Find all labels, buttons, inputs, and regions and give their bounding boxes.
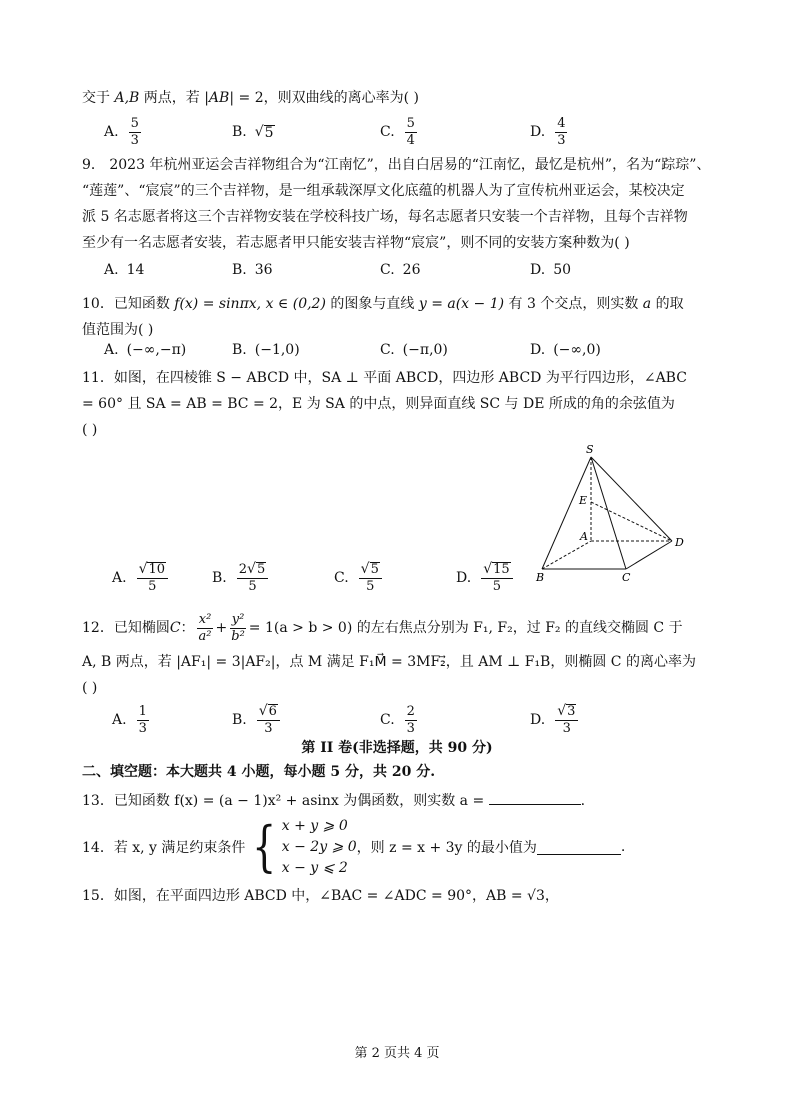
denominator: 3 [130,132,139,148]
denominator: 3 [264,721,273,736]
option-label: B. [232,712,247,728]
q9-line-3: 派 5 名志愿者将这三个吉祥物安装在学校科技广场，每名志愿者只安装一个吉祥物，且每个吉祥物 [82,209,688,225]
q9-option-a[interactable] [104,252,144,288]
option-label: D. [530,262,546,278]
option-value: (−∞,−π) [126,342,187,358]
option-value: 36 [254,262,273,278]
q14-text-b: ，则 z = x + 3y 的最小值为 [356,840,537,856]
option-value: 14 [126,262,145,278]
radicand: 5 [264,124,274,141]
q9-line-1: 9． 2023 年杭州亚运会吉祥物组合为“江南忆”，出自白居易的“江南忆，最忆是杭州”，名为“踪琮”、 [82,157,711,173]
option-label: D. [530,124,546,140]
q9-options [0,252,794,288]
option-value: (−π,0) [402,342,448,358]
q10-text-d: 的取 [651,296,684,312]
sqrt-icon: √ [557,703,567,719]
q12-colon: ： [180,620,195,636]
radicand: 3 [567,704,576,719]
sqrt-icon: √ [254,123,264,140]
fraction [359,562,382,594]
q11-options [0,560,794,596]
q8-option-d[interactable] [530,114,569,150]
square-root [557,704,576,719]
option-label: C. [334,570,349,586]
q10-line-1 [82,294,684,314]
sqrt-icon: √ [247,561,256,577]
radicand: 15 [493,562,510,577]
edge-sc [591,457,626,569]
sqrt-icon: √ [483,561,493,577]
q13-period: . [580,793,586,809]
q12-option-c[interactable] [380,702,419,738]
q14-period: . [620,839,626,855]
fraction-y [229,613,247,644]
numerator: 5 [406,115,415,131]
radicand: 6 [268,704,277,719]
q8-options [0,114,794,150]
numerator [359,562,382,579]
option-label: B. [232,262,247,278]
constraint-1: x + y ⩾ 0 [281,817,348,834]
denominator: 4 [406,132,415,148]
option-label: C. [380,712,395,728]
numerator: y² [231,611,245,627]
option-label: A. [104,124,119,140]
square-root [361,562,380,577]
q10-option-c[interactable] [380,332,448,368]
part-2-title: 第 II 卷(非选择题，共 90 分) [301,740,493,756]
label-c: C [622,571,631,584]
denominator: 3 [406,720,415,736]
option-value: (−1,0) [254,342,300,358]
option-label: A. [104,342,119,358]
q8-text-pre: 交于 [82,90,115,106]
numerator: x² [198,611,212,627]
edge-sb [542,457,591,569]
option-label: C. [380,262,395,278]
q9-option-c[interactable] [380,252,421,288]
q10-text-b: 的图象与直线 [325,296,419,312]
option-label: C. [380,342,395,358]
square-root [483,562,510,577]
q11-line-1: 11．如图，在四棱锥 S − ABCD 中，SA ⊥ 平面 ABCD，四边形 ABCD 为平行四边形，∠ABC [82,370,687,386]
q8-option-a[interactable] [104,114,143,150]
q9-option-d[interactable] [530,252,571,288]
square-root [247,562,266,577]
brace-icon: { [252,815,277,878]
q12-options [0,702,794,738]
option-label: C. [380,124,395,140]
option-label: A. [104,262,119,278]
fraction [129,117,141,148]
q11-line-3: ( ) [82,422,98,438]
q8-text-mid: 两点，若 [139,90,205,106]
q12-line-3: ( ) [82,680,98,696]
q13-line [82,790,585,811]
q9-line-4: 至少有一名志愿者安装，若志愿者甲只能安装吉祥物“宸宸”，则不同的安装方案种数为( ) [82,235,630,251]
q8-stem [82,88,419,108]
fraction [405,117,417,148]
q12-line-1 [82,610,683,646]
option-label: B. [232,124,247,140]
fraction [237,562,268,594]
denominator: a² [198,628,212,644]
q11-option-c[interactable] [334,560,384,596]
q12-option-d[interactable] [530,702,580,738]
fraction [481,562,512,594]
option-value: 26 [402,262,421,278]
q8-text-end: = 2，则双曲线的离心率为( ) [234,90,419,106]
fraction [405,705,417,736]
edge-sd [591,457,672,541]
q12-text-b: = 1(a > b > 0) 的左右焦点分别为 F₁, F₂，过 F₂ 的直线交椭圆 C 于 [248,620,683,636]
label-b: B [536,571,545,584]
label-e: E [579,494,588,507]
square-root [259,704,278,719]
sqrt-icon: √ [360,561,370,577]
option-label: A. [112,712,127,728]
edge-ed [591,502,672,541]
square-root [255,125,275,140]
label-a: A [580,530,588,543]
q13-text: 13．已知函数 f(x) = (a − 1)x² + asinx 为偶函数，则实数 a = [82,793,489,809]
fraction [257,704,280,736]
q10-function: f(x) = sinπx, x ∈ (0,2) [174,296,326,312]
denominator: 3 [138,720,147,736]
numerator: 5 [130,115,139,131]
q14-text-a: 14．若 x, y 满足约束条件 [82,840,246,856]
denominator: 5 [148,579,157,594]
q10-option-a[interactable] [104,332,186,368]
q14-line [82,814,625,880]
denominator: 5 [366,579,375,594]
numerator: 1 [138,703,147,719]
option-label: D. [530,712,546,728]
q10-text-a: 10．已知函数 [82,296,175,312]
q12-text-a: 12．已知椭圆 [82,620,170,636]
radicand: 5 [370,562,379,577]
q14-answer-blank[interactable] [537,840,621,855]
q12-option-a[interactable] [112,702,151,738]
radicand: 5 [256,562,266,577]
q11-line-2: = 60° 且 SA = AB = BC = 2，E 为 SA 的中点，则异面直线 SC 与 DE 所成的角的余弦值为 [82,396,675,412]
numerator [137,562,168,579]
q10-line-equation: y = a(x − 1) [418,296,505,312]
q9-option-b[interactable] [232,252,273,288]
q8-option-b[interactable] [232,114,275,150]
denominator: 3 [557,132,566,148]
option-value: 50 [553,262,572,278]
q11-option-d[interactable] [456,560,515,596]
numerator [237,562,268,579]
option-value: (−∞,0) [553,342,601,358]
q8-option-c[interactable] [380,114,419,150]
sqrt-icon: √ [138,561,148,577]
q12-line-2: A, B 两点，若 |AF₁| = 3|AF₂|，点 M 满足 F₁M⃗ = 3MF₂⃗，且 AM ⊥ F₁B，则椭圆 C 的离心率为 [82,654,696,670]
q9-line-2: “莲莲”、“宸宸”的三个吉祥物，是一组承载深厚文化底蕴的机器人为了宣传杭州亚运会，某校决定 [82,183,685,199]
constraint-system [282,816,357,879]
q11-option-a[interactable] [112,560,170,596]
q15-line: 15．如图，在平面四边形 ABCD 中，∠BAC = ∠ADC = 90°，AB = √3， [82,888,559,904]
fraction-x [197,613,214,644]
q12-option-b[interactable] [232,702,282,738]
plus-sign: + [215,620,228,636]
label-s: S [586,443,594,456]
fraction [555,117,567,148]
q8-abs-ab: |AB| [204,90,235,106]
numerator [257,704,280,721]
coefficient: 2 [238,562,248,577]
numerator [481,562,512,579]
q11-option-b[interactable] [212,560,270,596]
option-label: D. [456,570,472,586]
q10-line-2: 值范围为( ) [82,322,154,338]
option-label: A. [112,570,127,586]
label-d: D [675,536,684,549]
fraction [137,705,149,736]
constraint-2: x − 2y ⩾ 0 [281,838,357,855]
constraint-3: x − y ⩽ 2 [281,859,348,876]
numerator: 2 [406,703,415,719]
q12-ellipse-name: C [169,620,181,636]
q13-answer-blank[interactable] [489,790,581,805]
fraction [137,562,168,594]
section-2-heading: 二、填空题：本大题共 4 小题，每小题 5 分，共 20 分. [82,764,436,780]
fraction [555,704,578,736]
sqrt-icon: √ [258,703,268,719]
square-root [139,562,166,577]
option-label: B. [212,570,227,586]
radicand: 10 [148,562,166,577]
denominator: 5 [248,579,257,594]
denominator: 3 [562,721,571,736]
q10-options [0,332,794,368]
option-label: D. [530,342,546,358]
denominator: b² [231,628,245,644]
page-footer: 第 2 页共 4 页 [354,1046,440,1061]
q10-text-c: 有 3 个交点，则实数 [504,296,643,312]
q8-points: A,B [114,90,140,106]
numerator [555,704,578,721]
denominator: 5 [492,579,502,594]
numerator: 4 [557,115,566,131]
q10-option-b[interactable] [232,332,300,368]
q10-param: a [642,296,652,312]
q10-option-d[interactable] [530,332,601,368]
option-label: B. [232,342,247,358]
